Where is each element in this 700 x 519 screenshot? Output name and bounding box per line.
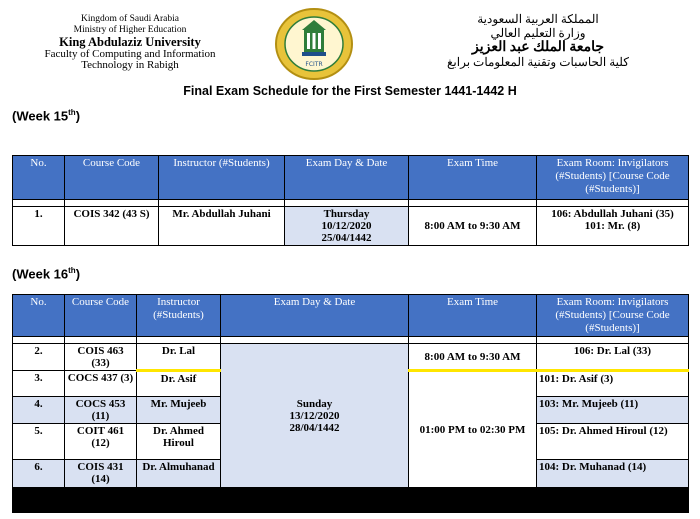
header-en-university: King Abdulaziz University — [59, 35, 201, 49]
cell-time: 8:00 AM to 9:30 AM — [409, 207, 537, 246]
cell-time: 8:00 AM to 9:30 AM — [409, 344, 537, 371]
cell-course: COIS 342 (43 S) — [65, 207, 159, 246]
cell-instructor: Mr. Mujeeb — [137, 397, 221, 424]
col-header-course: Course Code — [65, 295, 137, 337]
col-header-time: Exam Time — [409, 295, 537, 337]
col-header-instructor: Instructor (#Students) — [137, 295, 221, 337]
header-english — [30, 14, 230, 71]
university-logo — [274, 6, 354, 81]
header-en-line: Kingdom of Saudi Arabia — [81, 14, 179, 24]
cell-no: 4. — [13, 397, 65, 424]
cell-course: COIS 431 (14) — [65, 460, 137, 488]
cell-no: 1. — [13, 207, 65, 246]
cell-course: COIS 463 (33) — [65, 344, 137, 371]
cell-room: 105: Dr. Ahmed Hiroul (12) — [537, 424, 689, 460]
col-header-instructor: Instructor (#Students) — [159, 156, 285, 200]
week-15-heading: (Week 15th) — [12, 108, 81, 124]
header-en-line: Technology in Rabigh — [81, 59, 179, 71]
col-header-no: No. — [13, 156, 65, 200]
col-header-no: No. — [13, 295, 65, 337]
cell-instructor: Dr. Lal — [137, 344, 221, 371]
header-en-line: Ministry of Higher Education — [73, 25, 187, 35]
col-header-room: Exam Room: Invigilators (#Students) [Course Code (#Students)] — [537, 156, 689, 200]
col-header-time: Exam Time — [409, 156, 537, 200]
header-ar-line: جامعة الملك عبد العزيز — [471, 40, 605, 55]
logo-text: FCITR — [305, 61, 323, 68]
col-header-room: Exam Room: Invigilators (#Students) [Course Code (#Students)] — [537, 295, 689, 337]
header-arabic — [438, 12, 638, 69]
col-header-course: Course Code — [65, 156, 159, 200]
cell-no: 5. — [13, 424, 65, 460]
header-ar-line: المملكة العربية السعودية — [477, 12, 599, 26]
table-footer-bar — [13, 488, 689, 513]
col-header-day: Exam Day & Date — [285, 156, 409, 200]
col-header-day: Exam Day & Date — [221, 295, 409, 337]
cell-room: 106: Abdullah Juhani (35) 101: Mr. (8) — [537, 207, 689, 246]
cell-day-date: Sunday 13/12/2020 28/04/1442 — [221, 344, 409, 488]
table-row — [13, 344, 689, 371]
cell-instructor: Dr. Ahmed Hiroul — [137, 424, 221, 460]
cell-no: 2. — [13, 344, 65, 371]
cell-instructor: Dr. Almuhanad — [137, 460, 221, 488]
header-ar-line: وزارة التعليم العالي — [490, 26, 586, 40]
cell-room: 106: Dr. Lal (33) — [537, 344, 689, 371]
page-title: Final Exam Schedule for the First Semester 1441-1442 H — [183, 84, 517, 98]
cell-no: 6. — [13, 460, 65, 488]
cell-course: COCS 453 (11) — [65, 397, 137, 424]
table-row — [13, 207, 689, 246]
header-ar-line: كلية الحاسبات وتقنية المعلومات برابغ — [447, 55, 629, 69]
week-16-table — [12, 294, 689, 513]
cell-room: 103: Mr. Mujeeb (11) — [537, 397, 689, 424]
cell-instructor: Mr. Abdullah Juhani — [159, 207, 285, 246]
cell-time: 01:00 PM to 02:30 PM — [409, 371, 537, 488]
week-15-table — [12, 155, 689, 246]
cell-course: COIT 461 (12) — [65, 424, 137, 460]
cell-room: 101: Dr. Asif (3) — [537, 371, 689, 397]
cell-day-date: Thursday 10/12/2020 25/04/1442 — [285, 207, 409, 246]
cell-no: 3. — [13, 371, 65, 397]
header-en-line: Faculty of Computing and Information — [44, 48, 216, 60]
cell-instructor: Dr. Asif — [137, 371, 221, 397]
cell-room: 104: Dr. Muhanad (14) — [537, 460, 689, 488]
week-16-heading: (Week 16th) — [12, 266, 81, 282]
cell-course: COCS 437 (3) — [65, 371, 137, 397]
